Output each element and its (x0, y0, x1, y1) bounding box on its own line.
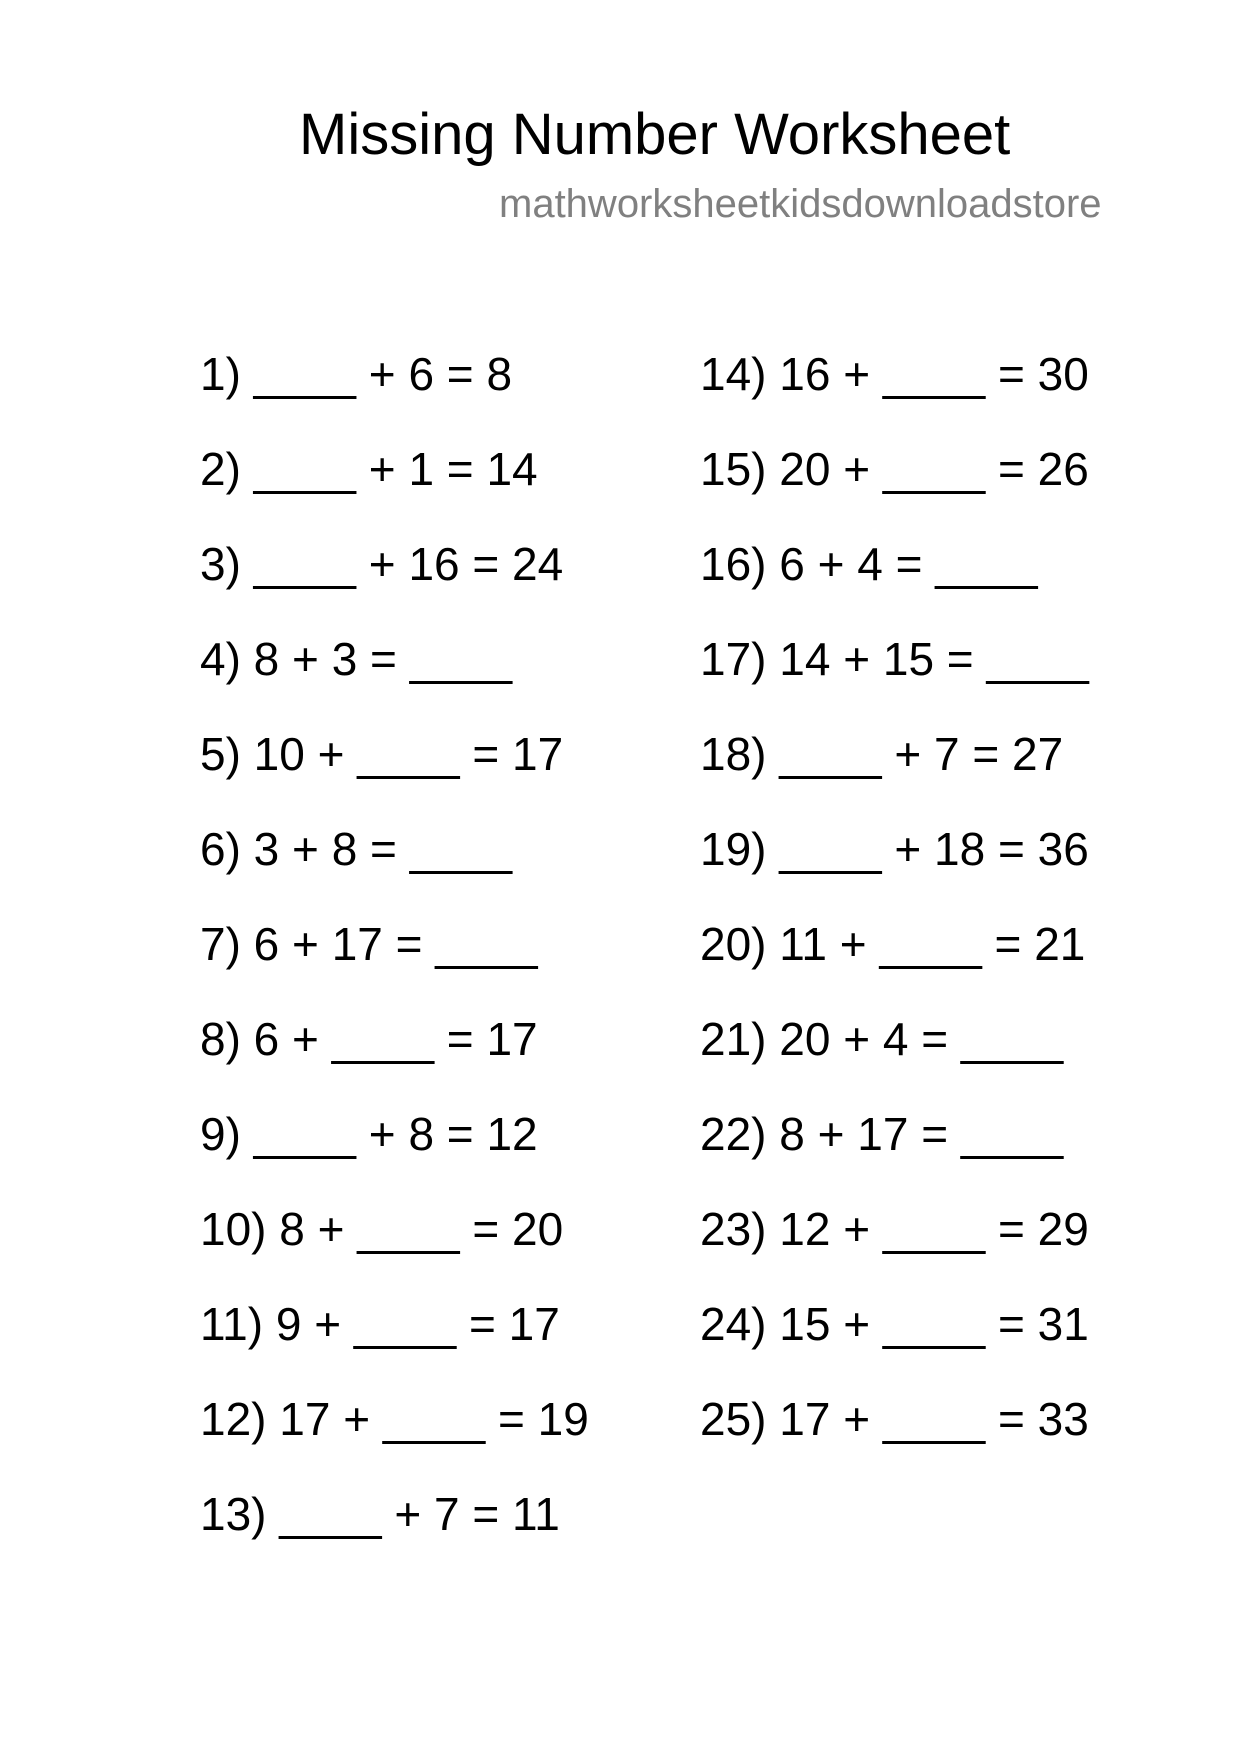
problem-2: 2) ____ + 1 = 14 (200, 443, 538, 495)
problem-20: 20) 11 + ____ = 21 (700, 918, 1086, 970)
problem-11: 11) 9 + ____ = 17 (200, 1298, 560, 1350)
problem-17: 17) 14 + 15 = ____ (700, 633, 1089, 685)
problem-7: 7) 6 + 17 = ____ (200, 918, 538, 970)
problem-10: 10) 8 + ____ = 20 (200, 1203, 564, 1255)
problem-13: 13) ____ + 7 = 11 (200, 1488, 560, 1540)
problem-9: 9) ____ + 8 = 12 (200, 1108, 538, 1160)
problem-25: 25) 17 + ____ = 33 (700, 1393, 1089, 1445)
worksheet-subtitle-source: mathworksheetkidsdownloadstore (499, 182, 1102, 226)
problem-18: 18) ____ + 7 = 27 (700, 728, 1064, 780)
problem-21: 21) 20 + 4 = ____ (700, 1013, 1064, 1065)
problem-5: 5) 10 + ____ = 17 (200, 728, 564, 780)
worksheet-title: Missing Number Worksheet (299, 102, 1011, 167)
problem-3: 3) ____ + 16 = 24 (200, 538, 564, 590)
problem-6: 6) 3 + 8 = ____ (200, 823, 513, 875)
problem-16: 16) 6 + 4 = ____ (700, 538, 1038, 590)
problem-22: 22) 8 + 17 = ____ (700, 1108, 1064, 1160)
problem-8: 8) 6 + ____ = 17 (200, 1013, 538, 1065)
problem-14: 14) 16 + ____ = 30 (700, 348, 1089, 400)
problem-23: 23) 12 + ____ = 29 (700, 1203, 1089, 1255)
problem-19: 19) ____ + 18 = 36 (700, 823, 1089, 875)
problem-4: 4) 8 + 3 = ____ (200, 633, 513, 685)
problem-1: 1) ____ + 6 = 8 (200, 348, 513, 400)
problem-15: 15) 20 + ____ = 26 (700, 443, 1089, 495)
problem-12: 12) 17 + ____ = 19 (200, 1393, 589, 1445)
problem-24: 24) 15 + ____ = 31 (700, 1298, 1089, 1350)
